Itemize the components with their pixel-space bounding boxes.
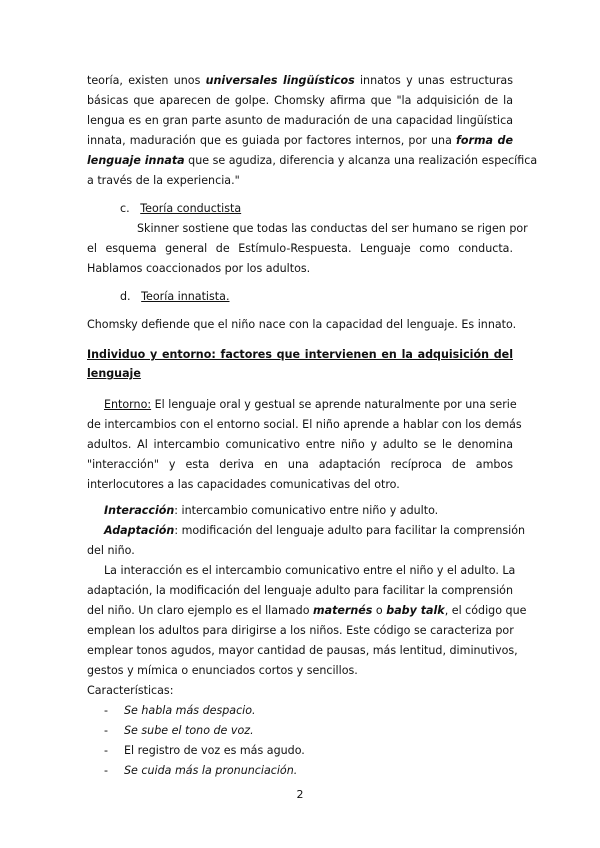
section-heading: Individuo y entorno: factores que intervienen en la adquisición del <box>87 348 513 361</box>
page-number: 2 <box>296 788 304 801</box>
text-span: del niño. Un claro ejemplo es el llamado <box>87 604 314 617</box>
bullet-icon: - <box>104 764 109 777</box>
paragraph-line: emplear tonos agudos, mayor cantidad de pausas, más lentitud, diminutivos, <box>87 644 518 657</box>
paragraph-line: a través de la experiencia." <box>87 174 240 187</box>
paragraph-line: interlocutores a las capacidades comunicativas del otro. <box>87 478 400 491</box>
list-item <box>104 763 504 779</box>
list-item-text: El registro de voz es más agudo. <box>124 744 305 757</box>
paragraph-line: adaptación, la modificación del lenguaje adulto para facilitar la comprensión <box>87 584 513 597</box>
term-label: Interacción <box>104 504 175 517</box>
paragraph-line: emplean los adultos para dirigirse a los niños. Este código se caracteriza por <box>87 624 514 637</box>
list-marker: c. <box>120 202 130 215</box>
text-span: teoría, existen unos <box>87 74 206 87</box>
emphasis-universales: universales lingüísticos <box>205 74 355 87</box>
paragraph-line: básicas que aparecen de golpe. Chomsky afirma que "la adquisición de la <box>87 94 513 107</box>
emphasis-lenguaje-innata: lenguaje innata <box>87 154 185 167</box>
paragraph-line: Hablamos coaccionados por los adultos. <box>87 262 311 275</box>
paragraph-line: "interacción" y esta deriva en una adaptación recíproca de ambos <box>87 458 513 471</box>
paragraph-line: del niño. <box>87 544 135 557</box>
bullet-icon: - <box>104 744 109 757</box>
list-item <box>104 743 504 759</box>
list-item-text: Se sube el tono de voz. <box>124 724 254 737</box>
list-title: Características: <box>87 684 174 697</box>
emphasis-forma: forma de <box>456 134 513 147</box>
bullet-icon: - <box>104 704 109 717</box>
text-span: innata, maduración que es guiada por factores internos, por una <box>87 134 457 147</box>
section-title: Teoría conductista <box>140 202 242 215</box>
emphasis-maternes: maternés <box>313 604 373 617</box>
paragraph-line: Skinner sostiene que todas las conductas del ser humano se rigen por <box>137 222 528 235</box>
text-span: El lenguaje oral y gestual se aprende naturalmente por una serie <box>151 398 517 411</box>
paragraph-line <box>104 397 517 413</box>
text-span: , el código que <box>444 604 527 617</box>
definition-line <box>104 523 526 539</box>
text-span: que se agudiza, diferencia y alcanza una realización específica <box>184 154 538 167</box>
definition-line <box>104 503 513 519</box>
paragraph-line: el esquema general de Estímulo-Respuesta. Lenguaje como conducta. <box>87 242 513 255</box>
section-title: Teoría innatista. <box>141 290 230 303</box>
paragraph-line: de intercambios con el entorno social. El niño aprende a hablar con los demás <box>87 418 522 431</box>
list-item-text: Se cuida más la pronunciación. <box>124 764 298 777</box>
emphasis-baby-talk: baby talk <box>386 604 445 617</box>
paragraph-line <box>87 73 513 89</box>
paragraph-line: La interacción es el intercambio comunicativo entre el niño y el adulto. La <box>104 564 516 577</box>
paragraph-line <box>87 133 513 149</box>
paragraph-line: lengua es en gran parte asunto de maduración de una capacidad lingüística <box>87 114 513 127</box>
section-d-heading <box>120 289 420 305</box>
term-label: Adaptación <box>104 524 175 537</box>
paragraph-line <box>87 153 538 169</box>
text-span: : intercambio comunicativo entre niño y adulto. <box>174 504 439 517</box>
text-span: : modificación del lenguaje adulto para facilitar la comprensión <box>174 524 526 537</box>
paragraph-line: adultos. Al intercambio comunicativo entre niño y adulto se le denomina <box>87 438 513 451</box>
text-span: innatos y unas estructuras <box>354 74 513 87</box>
paragraph-line <box>87 603 527 619</box>
term-label: Entorno: <box>104 398 152 411</box>
paragraph-line: gestos y mímica o enunciados cortos y sencillos. <box>87 664 358 677</box>
text-span: o <box>372 604 387 617</box>
list-item <box>104 723 504 739</box>
list-item-text: Se habla más despacio. <box>124 704 256 717</box>
list-item <box>104 703 504 719</box>
paragraph-line: Chomsky defiende que el niño nace con la capacidad del lenguaje. Es innato. <box>87 318 517 331</box>
bullet-icon: - <box>104 724 109 737</box>
section-heading: lenguaje <box>87 367 141 380</box>
list-marker: d. <box>120 290 131 303</box>
section-c-heading <box>120 201 420 217</box>
